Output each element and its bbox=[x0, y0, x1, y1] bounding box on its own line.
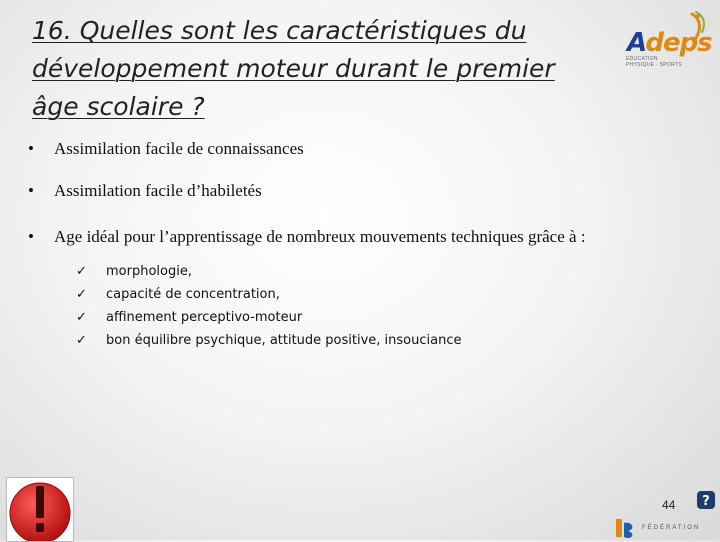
check-list bbox=[76, 260, 668, 352]
title-line-1: 16. Quelles sont les caractéristiques du bbox=[32, 16, 527, 45]
check-icon: ✓ bbox=[76, 264, 87, 279]
bullet-marker: • bbox=[28, 139, 34, 158]
logo-subtitle: ÉDUCATION PHYSIQUE · SPORTS bbox=[626, 56, 682, 68]
check-item: ✓ morphologie, bbox=[76, 260, 668, 283]
slide-title bbox=[32, 12, 592, 126]
check-icon: ✓ bbox=[76, 310, 87, 325]
svg-text:?: ? bbox=[702, 494, 710, 509]
check-icon: ✓ bbox=[76, 333, 87, 348]
title-line-3: âge scolaire ? bbox=[32, 92, 205, 121]
title-line-2: développement moteur durant le premier bbox=[32, 54, 555, 83]
warning-icon[interactable] bbox=[6, 477, 74, 542]
bullet-item: • Assimilation facile d’habiletés bbox=[28, 181, 262, 200]
federation-logo bbox=[610, 515, 720, 540]
bullet-marker: • bbox=[28, 181, 34, 200]
page-number: 44 bbox=[662, 498, 676, 512]
adeps-logo bbox=[620, 8, 712, 72]
bullet-list bbox=[28, 138, 668, 352]
bullet-marker: • bbox=[28, 227, 34, 246]
check-item: ✓ capacité de concentration, bbox=[76, 283, 668, 306]
federation-text: FÉDÉRATION bbox=[642, 525, 701, 531]
bullet-item: • Assimilation facile de connaissances bbox=[28, 139, 304, 158]
logo-wordmark: Adeps bbox=[627, 28, 712, 58]
check-item: ✓ affinement perceptivo-moteur bbox=[76, 306, 668, 329]
check-icon: ✓ bbox=[76, 287, 87, 302]
check-item: ✓ bon équilibre psychique, attitude positive, insouciance bbox=[76, 329, 668, 352]
help-icon[interactable] bbox=[696, 490, 716, 510]
bullet-item: • Age idéal pour l’apprentissage de nombreux mouvements techniques grâce à : ✓ morphologie, ✓ capacité de concentration, ✓ affinement perceptivo-moteur ✓ bon équilibre psychique, attitude positive, insouciance bbox=[28, 226, 668, 352]
federation-emblem-icon bbox=[610, 515, 640, 540]
